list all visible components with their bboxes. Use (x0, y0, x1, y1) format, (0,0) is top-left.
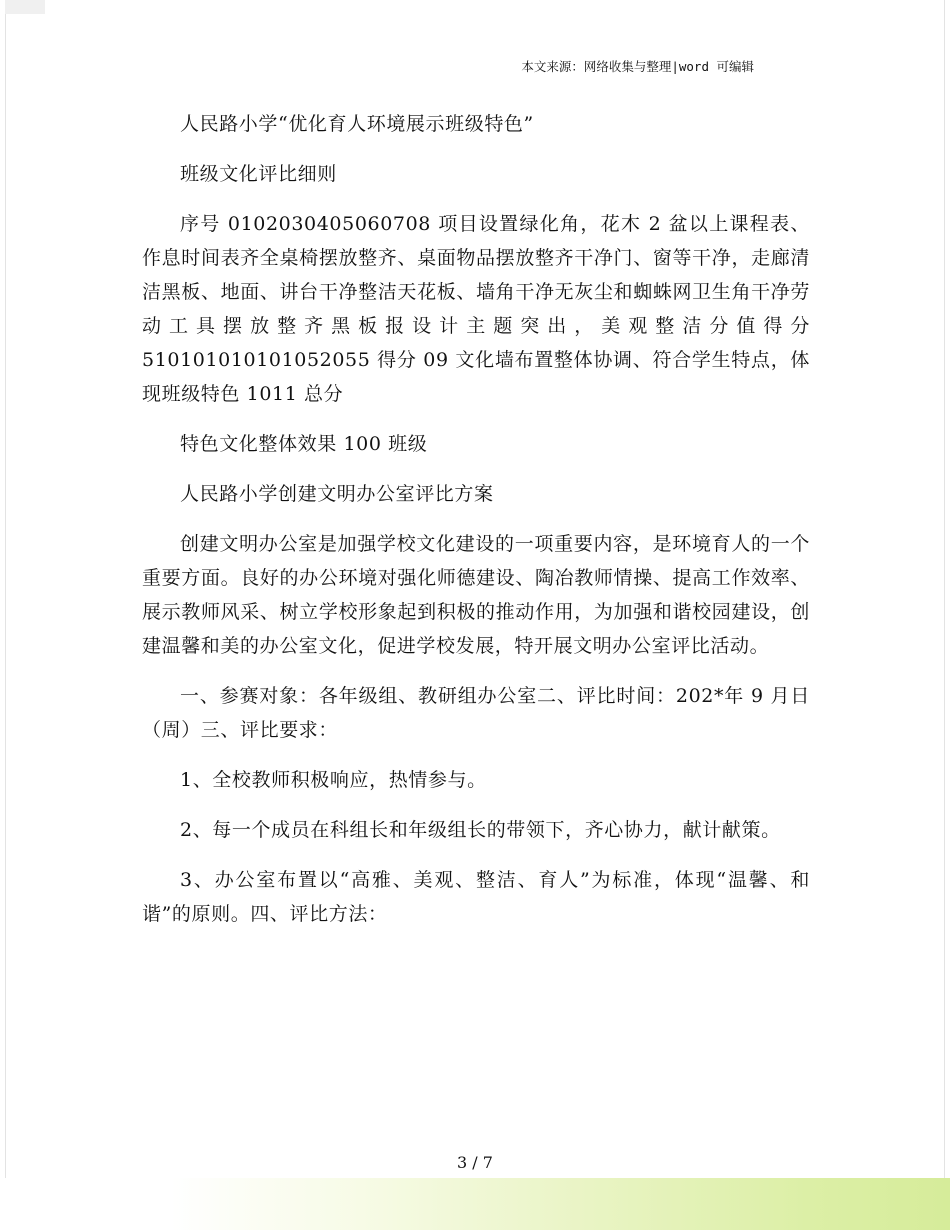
paragraph-total: 特色文化整体效果 100 班级 (180, 433, 428, 455)
footer-decorative-band (0, 1178, 950, 1230)
document-body (142, 107, 810, 947)
page-number: 3 / 7 (457, 1153, 493, 1172)
paragraph-title: 人民路小学“优化育人环境展示班级特色” (180, 113, 534, 135)
paragraph-section-title: 人民路小学创建文明办公室评比方案 (180, 483, 494, 505)
paragraph-intro: 创建文明办公室是加强学校文化建设的一项重要内容，是环境育人的一个重要方面。良好的办公环境对强化师德建设、陶冶教师情操、提高工作效率、展示教师风采、树立学校形象起到积极的推动作用，为加强和谐校园建设，创建温馨和美的办公室文化，促进学校发展，特开展文明办公室评比活动。 (142, 533, 810, 657)
paragraph-subtitle: 班级文化评比细则 (180, 163, 337, 185)
corner-mark (5, 0, 45, 14)
paragraph-requirement-3: 3、办公室布置以“高雅、美观、整洁、育人”为标准，体现“温馨、和谐”的原则。四、评比方法： (142, 869, 810, 925)
paragraph-rules-table: 序号 0102030405060708 项目设置绿化角，花木 2 盆以上课程表、作息时间表齐全桌椅摆放整齐、桌面物品摆放整齐干净门、窗等干净，走廊清洁黑板、地面、讲台干净整洁天花板、墙角干净无灰尘和蜘蛛网卫生角干净劳动工具摆放整齐黑板报设计主题突出，美观整洁分值得分 510101010101052055 得分 09 文化墙布置整体协调、符合学生特点，体现班级特色 1011 总分 (142, 213, 810, 405)
paragraph-requirement-1: 1、全校教师积极响应，热情参与。 (180, 769, 487, 791)
paragraph-requirement-2: 2、每一个成员在科组长和年级组长的带领下，齐心协力，献计献策。 (180, 819, 781, 841)
paragraph-participants: 一、参赛对象：各年级组、教研组办公室二、评比时间：202*年 9 月日（周）三、评比要求： (142, 685, 810, 741)
source-note: 本文来源：网络收集与整理|word 可编辑 (521, 59, 754, 74)
